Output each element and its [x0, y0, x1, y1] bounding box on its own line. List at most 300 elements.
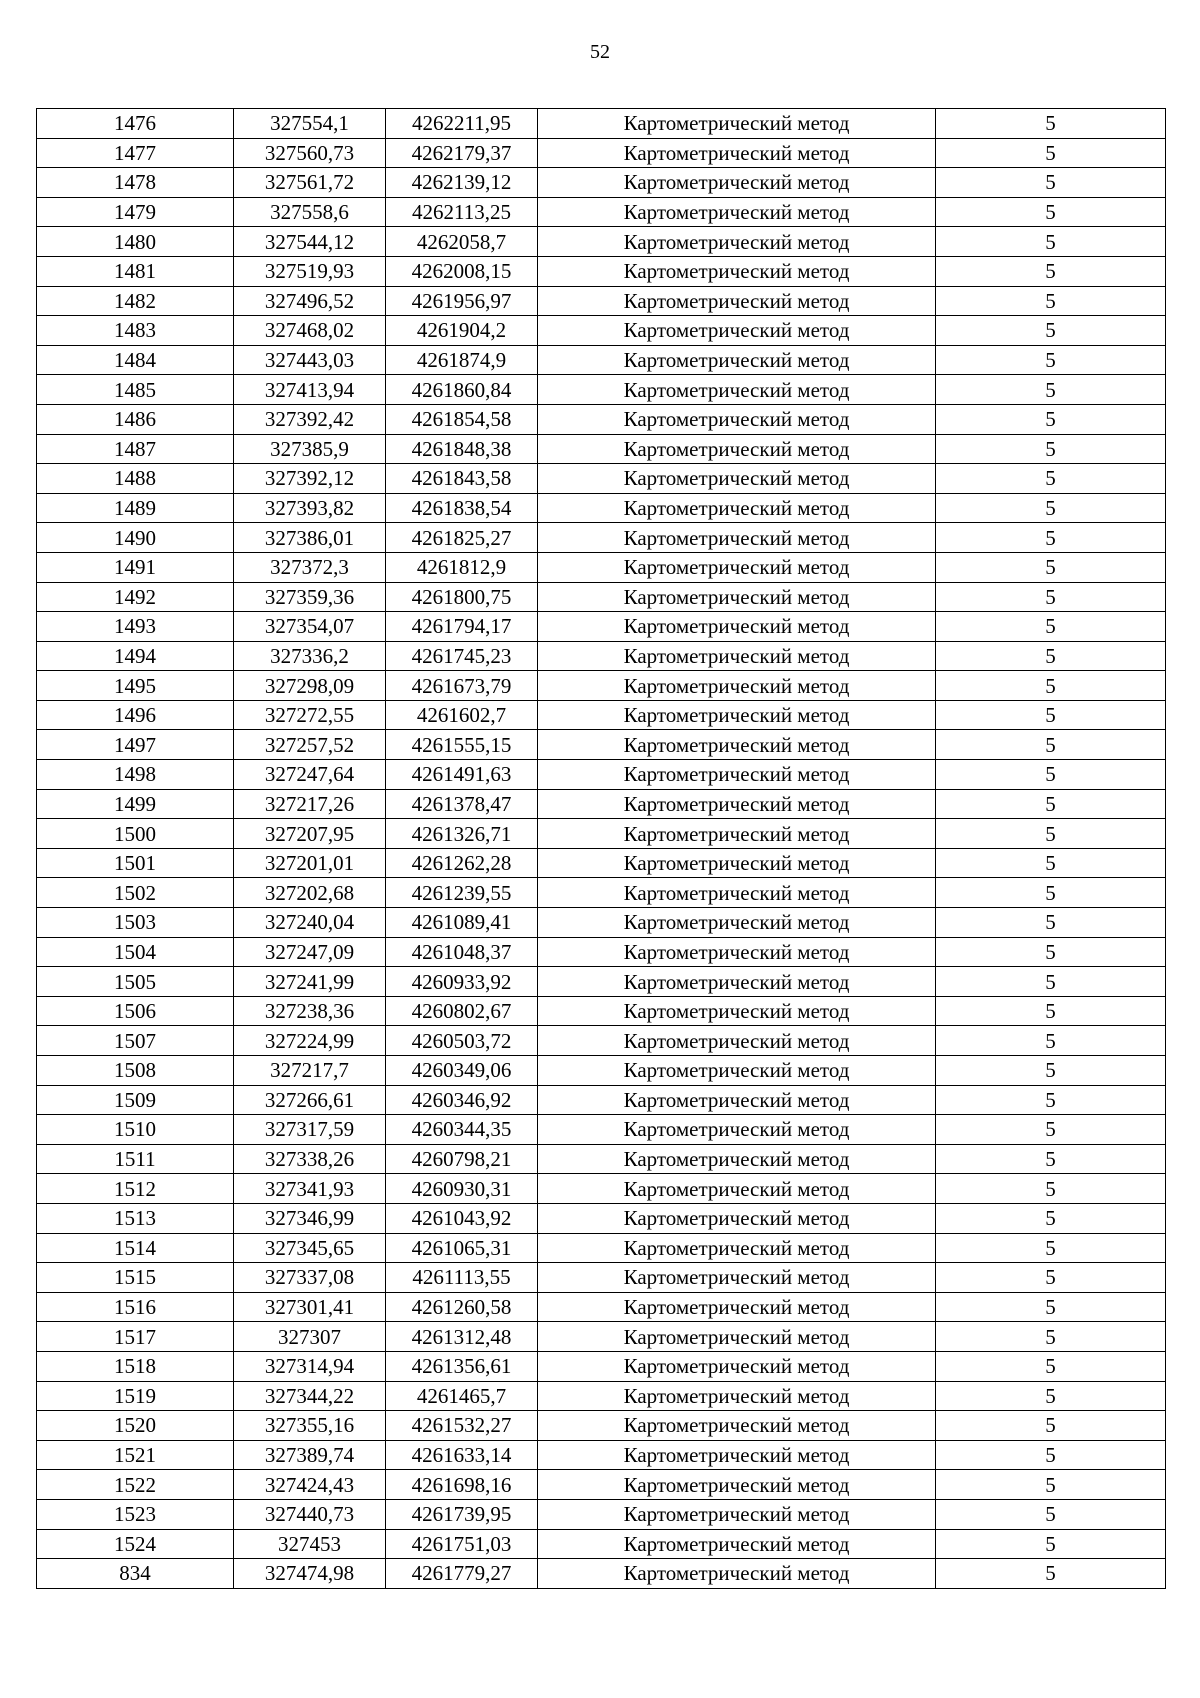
- x-coordinate-cell: 327217,26: [234, 789, 386, 819]
- y-coordinate-cell: 4261874,9: [386, 345, 538, 375]
- point-number-cell: 834: [37, 1559, 234, 1589]
- y-coordinate-cell: 4261956,97: [386, 286, 538, 316]
- method-cell: Картометрический метод: [538, 1381, 936, 1411]
- method-cell: Картометрический метод: [538, 256, 936, 286]
- method-cell: Картометрический метод: [538, 1144, 936, 1174]
- accuracy-cell: 5: [936, 1559, 1166, 1589]
- method-cell: Картометрический метод: [538, 1056, 936, 1086]
- accuracy-cell: 5: [936, 1203, 1166, 1233]
- y-coordinate-cell: 4261532,27: [386, 1411, 538, 1441]
- method-cell: Картометрический метод: [538, 1292, 936, 1322]
- accuracy-cell: 5: [936, 700, 1166, 730]
- accuracy-cell: 5: [936, 582, 1166, 612]
- point-number-cell: 1492: [37, 582, 234, 612]
- table-row: [37, 286, 1166, 316]
- x-coordinate-cell: 327413,94: [234, 375, 386, 405]
- method-cell: Картометрический метод: [538, 700, 936, 730]
- point-number-cell: 1505: [37, 967, 234, 997]
- x-coordinate-cell: 327338,26: [234, 1144, 386, 1174]
- x-coordinate-cell: 327554,1: [234, 109, 386, 139]
- accuracy-cell: 5: [936, 1322, 1166, 1352]
- x-coordinate-cell: 327386,01: [234, 523, 386, 553]
- accuracy-cell: 5: [936, 908, 1166, 938]
- table-row: [37, 1056, 1166, 1086]
- y-coordinate-cell: 4261843,58: [386, 464, 538, 494]
- point-number-cell: 1502: [37, 878, 234, 908]
- x-coordinate-cell: 327247,64: [234, 760, 386, 790]
- y-coordinate-cell: 4261838,54: [386, 493, 538, 523]
- point-number-cell: 1513: [37, 1203, 234, 1233]
- table-row: [37, 1470, 1166, 1500]
- accuracy-cell: 5: [936, 730, 1166, 760]
- x-coordinate-cell: 327337,08: [234, 1263, 386, 1293]
- accuracy-cell: 5: [936, 1440, 1166, 1470]
- x-coordinate-cell: 327392,42: [234, 404, 386, 434]
- x-coordinate-cell: 327341,93: [234, 1174, 386, 1204]
- method-cell: Картометрический метод: [538, 138, 936, 168]
- accuracy-cell: 5: [936, 375, 1166, 405]
- table-row: [37, 641, 1166, 671]
- method-cell: Картометрический метод: [538, 345, 936, 375]
- table-row: [37, 1292, 1166, 1322]
- point-number-cell: 1488: [37, 464, 234, 494]
- x-coordinate-cell: 327440,73: [234, 1499, 386, 1529]
- y-coordinate-cell: 4261113,55: [386, 1263, 538, 1293]
- accuracy-cell: 5: [936, 967, 1166, 997]
- point-number-cell: 1495: [37, 671, 234, 701]
- x-coordinate-cell: 327359,36: [234, 582, 386, 612]
- x-coordinate-cell: 327474,98: [234, 1559, 386, 1589]
- table-row: [37, 434, 1166, 464]
- y-coordinate-cell: 4261260,58: [386, 1292, 538, 1322]
- method-cell: Картометрический метод: [538, 1203, 936, 1233]
- method-cell: Картометрический метод: [538, 996, 936, 1026]
- y-coordinate-cell: 4262058,7: [386, 227, 538, 257]
- x-coordinate-cell: 327207,95: [234, 819, 386, 849]
- method-cell: Картометрический метод: [538, 730, 936, 760]
- accuracy-cell: 5: [936, 848, 1166, 878]
- method-cell: Картометрический метод: [538, 1233, 936, 1263]
- y-coordinate-cell: 4261794,17: [386, 612, 538, 642]
- y-coordinate-cell: 4261326,71: [386, 819, 538, 849]
- table-row: [37, 730, 1166, 760]
- accuracy-cell: 5: [936, 671, 1166, 701]
- y-coordinate-cell: 4262008,15: [386, 256, 538, 286]
- accuracy-cell: 5: [936, 523, 1166, 553]
- method-cell: Картометрический метод: [538, 404, 936, 434]
- point-number-cell: 1476: [37, 109, 234, 139]
- x-coordinate-cell: 327558,6: [234, 197, 386, 227]
- y-coordinate-cell: 4261779,27: [386, 1559, 538, 1589]
- method-cell: Картометрический метод: [538, 1559, 936, 1589]
- x-coordinate-cell: 327355,16: [234, 1411, 386, 1441]
- y-coordinate-cell: 4261043,92: [386, 1203, 538, 1233]
- accuracy-cell: 5: [936, 552, 1166, 582]
- table-row: [37, 404, 1166, 434]
- table-row: [37, 1351, 1166, 1381]
- method-cell: Картометрический метод: [538, 1115, 936, 1145]
- x-coordinate-cell: 327317,59: [234, 1115, 386, 1145]
- table-row: [37, 996, 1166, 1026]
- y-coordinate-cell: 4261048,37: [386, 937, 538, 967]
- method-cell: Картометрический метод: [538, 760, 936, 790]
- accuracy-cell: 5: [936, 168, 1166, 198]
- accuracy-cell: 5: [936, 493, 1166, 523]
- y-coordinate-cell: 4261854,58: [386, 404, 538, 434]
- method-cell: Картометрический метод: [538, 523, 936, 553]
- point-number-cell: 1504: [37, 937, 234, 967]
- x-coordinate-cell: 327560,73: [234, 138, 386, 168]
- accuracy-cell: 5: [936, 1381, 1166, 1411]
- point-number-cell: 1515: [37, 1263, 234, 1293]
- accuracy-cell: 5: [936, 138, 1166, 168]
- coordinates-table: [36, 108, 1166, 1589]
- table-row: [37, 493, 1166, 523]
- y-coordinate-cell: 4261239,55: [386, 878, 538, 908]
- y-coordinate-cell: 4261555,15: [386, 730, 538, 760]
- accuracy-cell: 5: [936, 434, 1166, 464]
- y-coordinate-cell: 4262179,37: [386, 138, 538, 168]
- method-cell: Картометрический метод: [538, 375, 936, 405]
- point-number-cell: 1487: [37, 434, 234, 464]
- x-coordinate-cell: 327354,07: [234, 612, 386, 642]
- accuracy-cell: 5: [936, 1085, 1166, 1115]
- accuracy-cell: 5: [936, 937, 1166, 967]
- method-cell: Картометрический метод: [538, 819, 936, 849]
- x-coordinate-cell: 327314,94: [234, 1351, 386, 1381]
- x-coordinate-cell: 327298,09: [234, 671, 386, 701]
- x-coordinate-cell: 327247,09: [234, 937, 386, 967]
- accuracy-cell: 5: [936, 878, 1166, 908]
- point-number-cell: 1514: [37, 1233, 234, 1263]
- table-row: [37, 168, 1166, 198]
- y-coordinate-cell: 4261602,7: [386, 700, 538, 730]
- method-cell: Картометрический метод: [538, 612, 936, 642]
- method-cell: Картометрический метод: [538, 1351, 936, 1381]
- accuracy-cell: 5: [936, 641, 1166, 671]
- table-row: [37, 967, 1166, 997]
- table-row: [37, 789, 1166, 819]
- table-row: [37, 612, 1166, 642]
- accuracy-cell: 5: [936, 286, 1166, 316]
- method-cell: Картометрический метод: [538, 1322, 936, 1352]
- accuracy-cell: 5: [936, 819, 1166, 849]
- method-cell: Картометрический метод: [538, 1440, 936, 1470]
- table-row: [37, 1499, 1166, 1529]
- point-number-cell: 1481: [37, 256, 234, 286]
- table-row: [37, 908, 1166, 938]
- y-coordinate-cell: 4261491,63: [386, 760, 538, 790]
- accuracy-cell: 5: [936, 256, 1166, 286]
- y-coordinate-cell: 4261812,9: [386, 552, 538, 582]
- y-coordinate-cell: 4260346,92: [386, 1085, 538, 1115]
- table-row: [37, 197, 1166, 227]
- table-row: [37, 1411, 1166, 1441]
- y-coordinate-cell: 4261698,16: [386, 1470, 538, 1500]
- table-row: [37, 316, 1166, 346]
- y-coordinate-cell: 4261465,7: [386, 1381, 538, 1411]
- method-cell: Картометрический метод: [538, 1499, 936, 1529]
- method-cell: Картометрический метод: [538, 1470, 936, 1500]
- x-coordinate-cell: 327238,36: [234, 996, 386, 1026]
- y-coordinate-cell: 4261825,27: [386, 523, 538, 553]
- method-cell: Картометрический метод: [538, 1411, 936, 1441]
- point-number-cell: 1512: [37, 1174, 234, 1204]
- coordinates-table-body: [37, 109, 1166, 1589]
- point-number-cell: 1491: [37, 552, 234, 582]
- point-number-cell: 1508: [37, 1056, 234, 1086]
- method-cell: Картометрический метод: [538, 848, 936, 878]
- method-cell: Картометрический метод: [538, 552, 936, 582]
- x-coordinate-cell: 327468,02: [234, 316, 386, 346]
- y-coordinate-cell: 4261848,38: [386, 434, 538, 464]
- accuracy-cell: 5: [936, 1529, 1166, 1559]
- method-cell: Картометрический метод: [538, 582, 936, 612]
- accuracy-cell: 5: [936, 197, 1166, 227]
- table-row: [37, 1203, 1166, 1233]
- y-coordinate-cell: 4261065,31: [386, 1233, 538, 1263]
- table-row: [37, 109, 1166, 139]
- method-cell: Картометрический метод: [538, 1174, 936, 1204]
- point-number-cell: 1497: [37, 730, 234, 760]
- point-number-cell: 1489: [37, 493, 234, 523]
- method-cell: Картометрический метод: [538, 967, 936, 997]
- y-coordinate-cell: 4260503,72: [386, 1026, 538, 1056]
- point-number-cell: 1496: [37, 700, 234, 730]
- point-number-cell: 1509: [37, 1085, 234, 1115]
- y-coordinate-cell: 4260349,06: [386, 1056, 538, 1086]
- table-row: [37, 1115, 1166, 1145]
- point-number-cell: 1490: [37, 523, 234, 553]
- table-row: [37, 1233, 1166, 1263]
- x-coordinate-cell: 327393,82: [234, 493, 386, 523]
- method-cell: Картометрический метод: [538, 227, 936, 257]
- table-row: [37, 1381, 1166, 1411]
- point-number-cell: 1520: [37, 1411, 234, 1441]
- y-coordinate-cell: 4261312,48: [386, 1322, 538, 1352]
- table-row: [37, 937, 1166, 967]
- table-row: [37, 1440, 1166, 1470]
- accuracy-cell: 5: [936, 1233, 1166, 1263]
- method-cell: Картометрический метод: [538, 464, 936, 494]
- accuracy-cell: 5: [936, 1144, 1166, 1174]
- accuracy-cell: 5: [936, 1351, 1166, 1381]
- accuracy-cell: 5: [936, 1115, 1166, 1145]
- y-coordinate-cell: 4261633,14: [386, 1440, 538, 1470]
- table-row: [37, 345, 1166, 375]
- method-cell: Картометрический метод: [538, 789, 936, 819]
- y-coordinate-cell: 4262113,25: [386, 197, 538, 227]
- x-coordinate-cell: 327496,52: [234, 286, 386, 316]
- point-number-cell: 1521: [37, 1440, 234, 1470]
- x-coordinate-cell: 327561,72: [234, 168, 386, 198]
- point-number-cell: 1524: [37, 1529, 234, 1559]
- x-coordinate-cell: 327336,2: [234, 641, 386, 671]
- table-row: [37, 256, 1166, 286]
- table-row: [37, 582, 1166, 612]
- method-cell: Картометрический метод: [538, 316, 936, 346]
- x-coordinate-cell: 327217,7: [234, 1056, 386, 1086]
- point-number-cell: 1517: [37, 1322, 234, 1352]
- table-row: [37, 1559, 1166, 1589]
- accuracy-cell: 5: [936, 1292, 1166, 1322]
- accuracy-cell: 5: [936, 760, 1166, 790]
- point-number-cell: 1507: [37, 1026, 234, 1056]
- point-number-cell: 1493: [37, 612, 234, 642]
- table-row: [37, 1529, 1166, 1559]
- table-row: [37, 227, 1166, 257]
- method-cell: Картометрический метод: [538, 1529, 936, 1559]
- point-number-cell: 1482: [37, 286, 234, 316]
- table-row: [37, 1085, 1166, 1115]
- table-row: [37, 523, 1166, 553]
- y-coordinate-cell: 4261262,28: [386, 848, 538, 878]
- x-coordinate-cell: 327519,93: [234, 256, 386, 286]
- x-coordinate-cell: 327266,61: [234, 1085, 386, 1115]
- x-coordinate-cell: 327443,03: [234, 345, 386, 375]
- accuracy-cell: 5: [936, 1411, 1166, 1441]
- y-coordinate-cell: 4261739,95: [386, 1499, 538, 1529]
- point-number-cell: 1479: [37, 197, 234, 227]
- x-coordinate-cell: 327344,22: [234, 1381, 386, 1411]
- x-coordinate-cell: 327389,74: [234, 1440, 386, 1470]
- point-number-cell: 1511: [37, 1144, 234, 1174]
- point-number-cell: 1516: [37, 1292, 234, 1322]
- point-number-cell: 1500: [37, 819, 234, 849]
- y-coordinate-cell: 4261745,23: [386, 641, 538, 671]
- method-cell: Картометрический метод: [538, 197, 936, 227]
- x-coordinate-cell: 327241,99: [234, 967, 386, 997]
- method-cell: Картометрический метод: [538, 671, 936, 701]
- point-number-cell: 1522: [37, 1470, 234, 1500]
- method-cell: Картометрический метод: [538, 109, 936, 139]
- accuracy-cell: 5: [936, 612, 1166, 642]
- method-cell: Картометрический метод: [538, 937, 936, 967]
- point-number-cell: 1499: [37, 789, 234, 819]
- x-coordinate-cell: 327372,3: [234, 552, 386, 582]
- y-coordinate-cell: 4261751,03: [386, 1529, 538, 1559]
- accuracy-cell: 5: [936, 1470, 1166, 1500]
- table-row: [37, 1144, 1166, 1174]
- y-coordinate-cell: 4261378,47: [386, 789, 538, 819]
- y-coordinate-cell: 4260344,35: [386, 1115, 538, 1145]
- table-row: [37, 848, 1166, 878]
- x-coordinate-cell: 327202,68: [234, 878, 386, 908]
- accuracy-cell: 5: [936, 1056, 1166, 1086]
- x-coordinate-cell: 327392,12: [234, 464, 386, 494]
- table-row: [37, 1174, 1166, 1204]
- accuracy-cell: 5: [936, 789, 1166, 819]
- point-number-cell: 1498: [37, 760, 234, 790]
- point-number-cell: 1523: [37, 1499, 234, 1529]
- x-coordinate-cell: 327346,99: [234, 1203, 386, 1233]
- accuracy-cell: 5: [936, 1263, 1166, 1293]
- y-coordinate-cell: 4260933,92: [386, 967, 538, 997]
- table-row: [37, 464, 1166, 494]
- table-row: [37, 375, 1166, 405]
- point-number-cell: 1484: [37, 345, 234, 375]
- accuracy-cell: 5: [936, 404, 1166, 434]
- table-row: [37, 552, 1166, 582]
- x-coordinate-cell: 327224,99: [234, 1026, 386, 1056]
- point-number-cell: 1478: [37, 168, 234, 198]
- point-number-cell: 1483: [37, 316, 234, 346]
- point-number-cell: 1485: [37, 375, 234, 405]
- table-row: [37, 700, 1166, 730]
- accuracy-cell: 5: [936, 345, 1166, 375]
- table-row: [37, 1322, 1166, 1352]
- x-coordinate-cell: 327307: [234, 1322, 386, 1352]
- method-cell: Картометрический метод: [538, 168, 936, 198]
- y-coordinate-cell: 4261800,75: [386, 582, 538, 612]
- page-number: 52: [590, 41, 610, 63]
- accuracy-cell: 5: [936, 464, 1166, 494]
- x-coordinate-cell: 327257,52: [234, 730, 386, 760]
- point-number-cell: 1477: [37, 138, 234, 168]
- y-coordinate-cell: 4262211,95: [386, 109, 538, 139]
- method-cell: Картометрический метод: [538, 434, 936, 464]
- accuracy-cell: 5: [936, 227, 1166, 257]
- table-row: [37, 760, 1166, 790]
- y-coordinate-cell: 4261673,79: [386, 671, 538, 701]
- accuracy-cell: 5: [936, 316, 1166, 346]
- x-coordinate-cell: 327424,43: [234, 1470, 386, 1500]
- table-row: [37, 878, 1166, 908]
- y-coordinate-cell: 4261356,61: [386, 1351, 538, 1381]
- y-coordinate-cell: 4260798,21: [386, 1144, 538, 1174]
- method-cell: Картометрический метод: [538, 1026, 936, 1056]
- method-cell: Картометрический метод: [538, 1085, 936, 1115]
- accuracy-cell: 5: [936, 1174, 1166, 1204]
- accuracy-cell: 5: [936, 1026, 1166, 1056]
- x-coordinate-cell: 327385,9: [234, 434, 386, 464]
- y-coordinate-cell: 4260930,31: [386, 1174, 538, 1204]
- table-row: [37, 1263, 1166, 1293]
- y-coordinate-cell: 4261860,84: [386, 375, 538, 405]
- x-coordinate-cell: 327201,01: [234, 848, 386, 878]
- method-cell: Картометрический метод: [538, 908, 936, 938]
- point-number-cell: 1501: [37, 848, 234, 878]
- table-row: [37, 671, 1166, 701]
- point-number-cell: 1494: [37, 641, 234, 671]
- y-coordinate-cell: 4262139,12: [386, 168, 538, 198]
- method-cell: Картометрический метод: [538, 286, 936, 316]
- method-cell: Картометрический метод: [538, 878, 936, 908]
- table-row: [37, 1026, 1166, 1056]
- y-coordinate-cell: 4261089,41: [386, 908, 538, 938]
- x-coordinate-cell: 327453: [234, 1529, 386, 1559]
- point-number-cell: 1480: [37, 227, 234, 257]
- point-number-cell: 1486: [37, 404, 234, 434]
- x-coordinate-cell: 327301,41: [234, 1292, 386, 1322]
- point-number-cell: 1506: [37, 996, 234, 1026]
- accuracy-cell: 5: [936, 109, 1166, 139]
- y-coordinate-cell: 4260802,67: [386, 996, 538, 1026]
- point-number-cell: 1503: [37, 908, 234, 938]
- point-number-cell: 1510: [37, 1115, 234, 1145]
- table-row: [37, 819, 1166, 849]
- point-number-cell: 1519: [37, 1381, 234, 1411]
- method-cell: Картометрический метод: [538, 493, 936, 523]
- x-coordinate-cell: 327544,12: [234, 227, 386, 257]
- x-coordinate-cell: 327345,65: [234, 1233, 386, 1263]
- method-cell: Картометрический метод: [538, 1263, 936, 1293]
- y-coordinate-cell: 4261904,2: [386, 316, 538, 346]
- table-row: [37, 138, 1166, 168]
- x-coordinate-cell: 327272,55: [234, 700, 386, 730]
- method-cell: Картометрический метод: [538, 641, 936, 671]
- point-number-cell: 1518: [37, 1351, 234, 1381]
